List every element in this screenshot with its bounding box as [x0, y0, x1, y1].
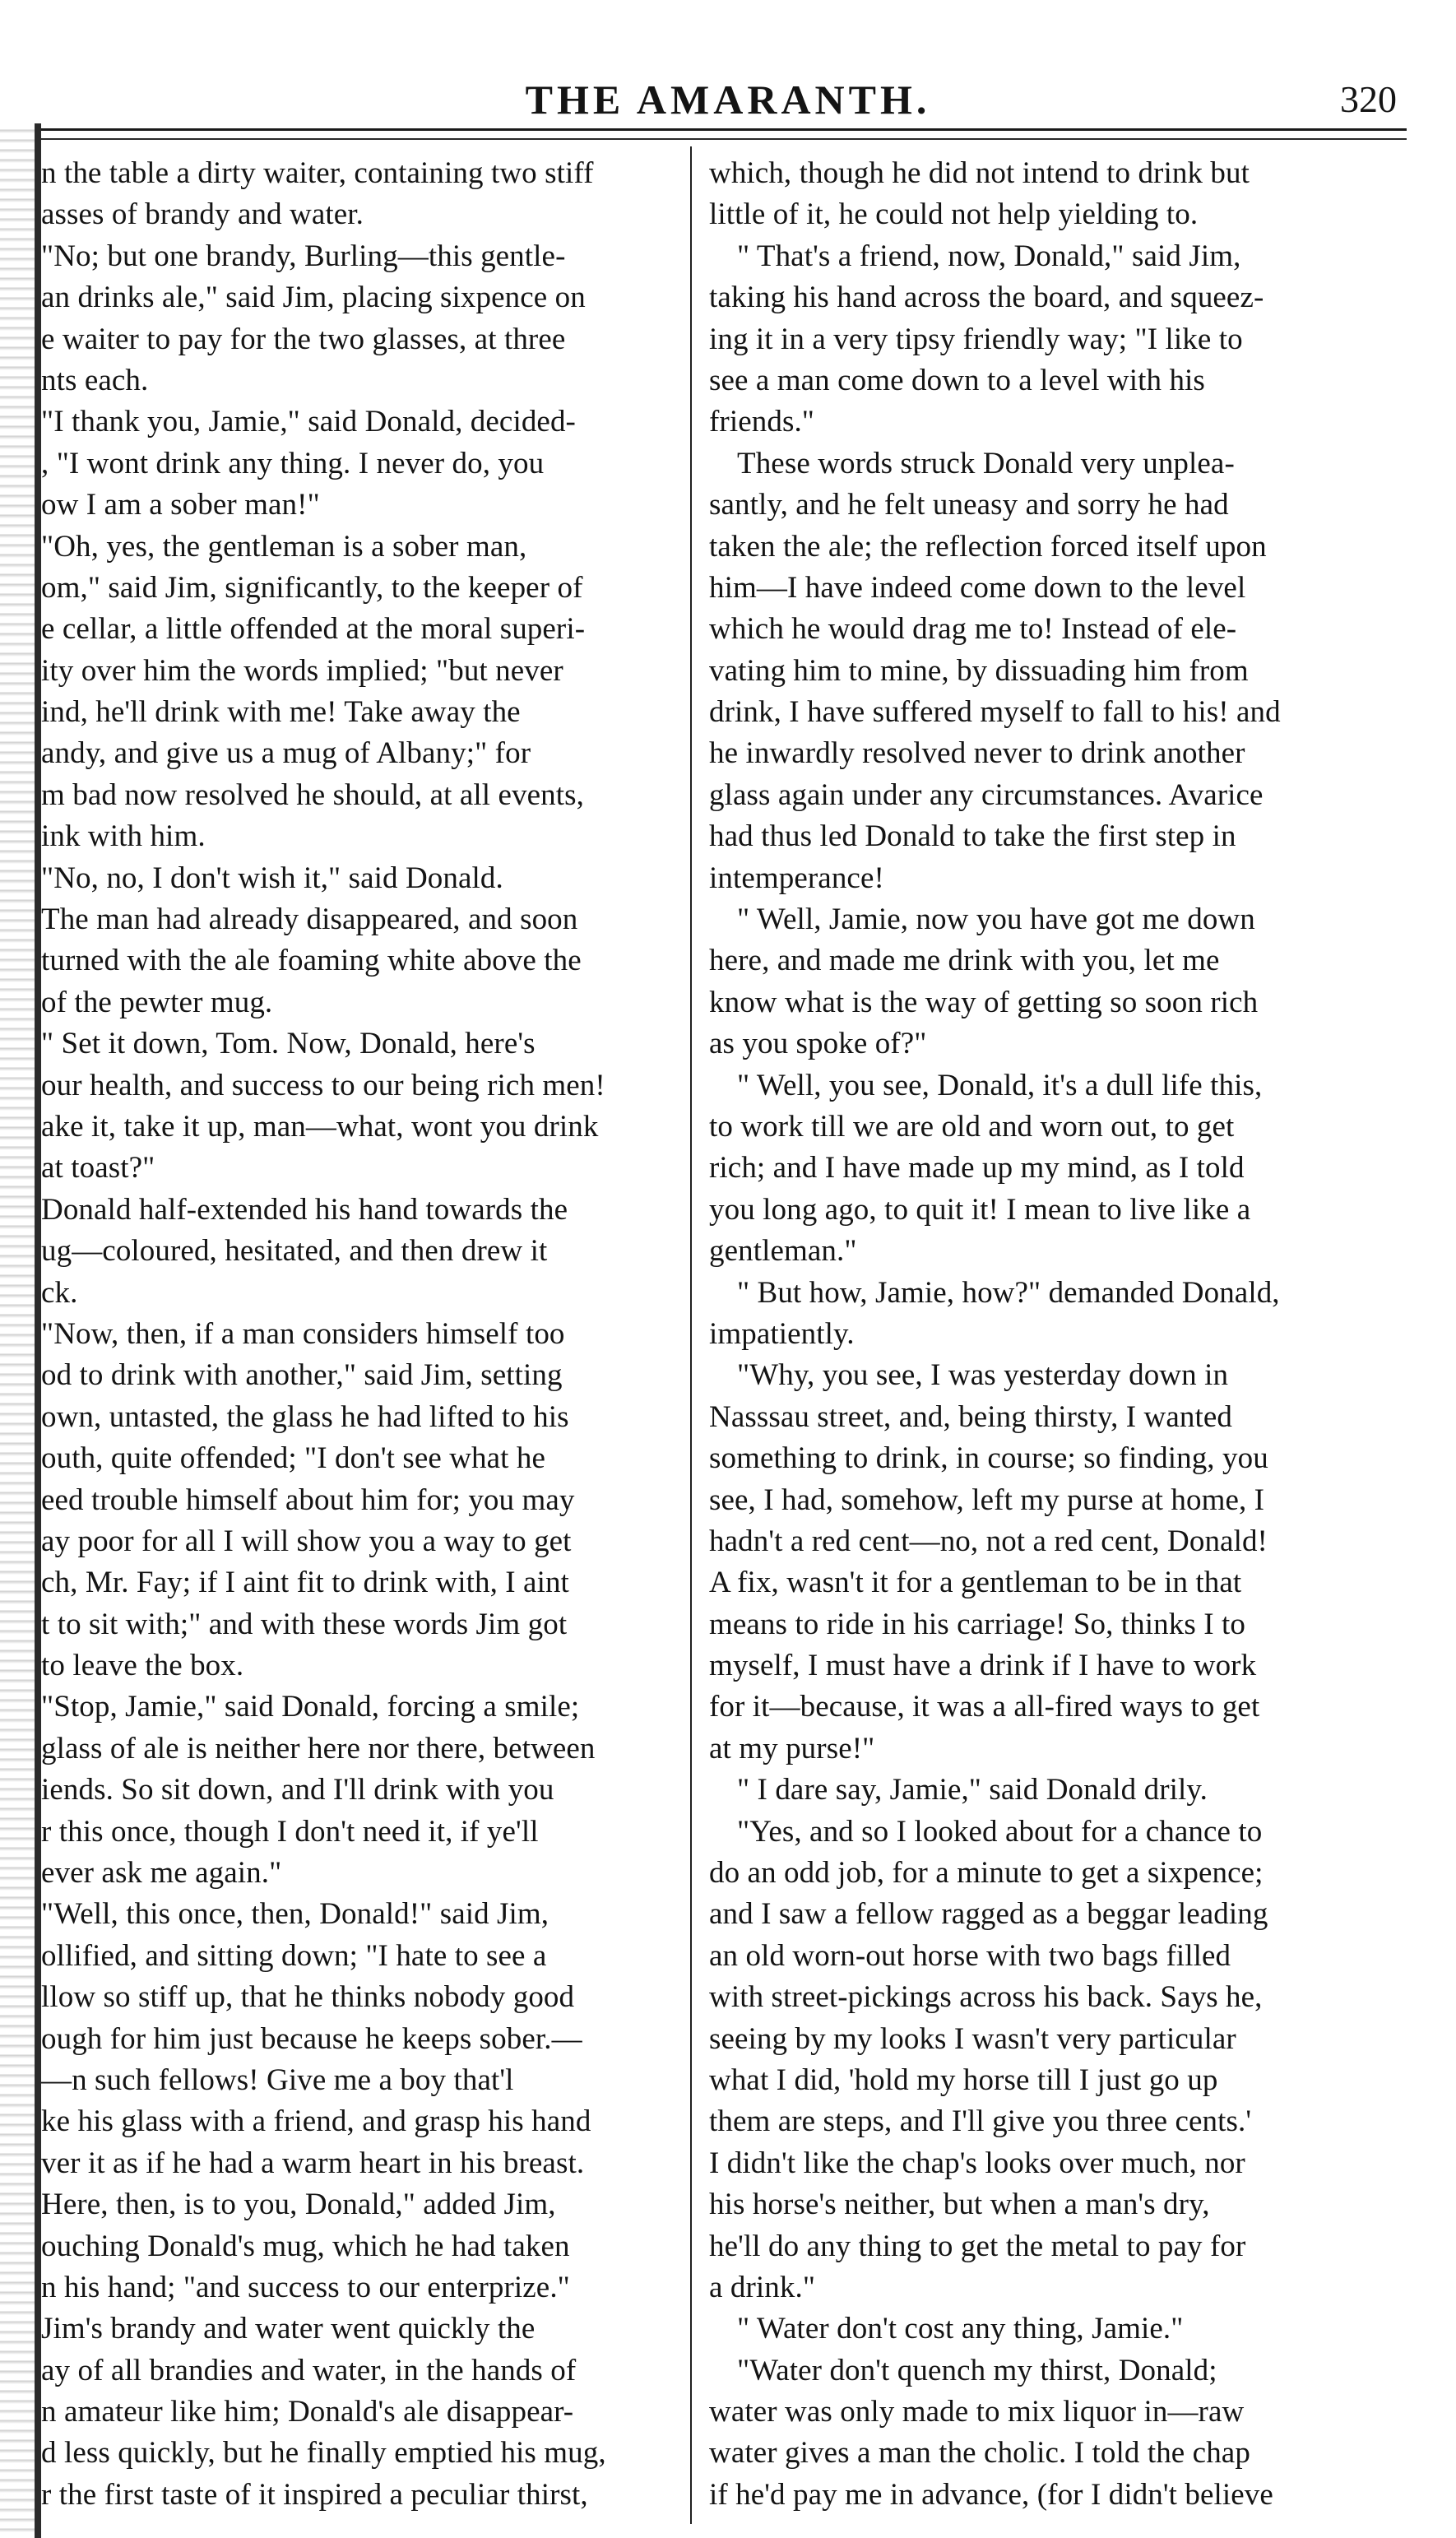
text-line: " Set it down, Tom. Now, Donald, here's: [41, 1027, 536, 1061]
text-line: "I thank you, Jamie," said Donald, decided-: [41, 405, 576, 439]
text-line: of the pewter mug.: [41, 985, 273, 1019]
text-line: od to drink with another," said Jim, setting: [41, 1358, 563, 1393]
text-line: he inwardly resolved never to drink another: [709, 736, 1245, 771]
text-line: The man had already disappeared, and soon: [41, 902, 578, 937]
header-rule-top: [41, 128, 1407, 131]
text-line: ollified, and sitting down; "I hate to see a: [41, 1938, 547, 1973]
text-line: at toast?": [41, 1151, 155, 1185]
text-line: " But how, Jamie, how?" demanded Donald,: [737, 1275, 1280, 1310]
text-line: ay of all brandies and water, in the hands of: [41, 2353, 577, 2387]
text-line: you long ago, to quit it! I mean to live like a: [709, 1192, 1251, 1227]
text-line: "Water don't quench my thirst, Donald;: [737, 2353, 1217, 2387]
text-line: something to drink, in course; so finding, you: [709, 1441, 1268, 1476]
text-line: ever ask me again.": [41, 1856, 282, 1891]
text-line: taking his hand across the board, and squeez-: [709, 281, 1264, 315]
text-line: water was only made to mix liquor in—raw: [709, 2395, 1245, 2429]
text-line: I didn't like the chap's looks over much, nor: [709, 2146, 1245, 2180]
text-line: vating him to mine, by dissuading him from: [709, 653, 1249, 688]
text-line: him—I have indeed come down to the level: [709, 570, 1246, 605]
text-line: impatiently.: [709, 1316, 855, 1351]
column-divider: [690, 146, 692, 2524]
text-line: " Well, you see, Donald, it's a dull life this,: [737, 1068, 1263, 1102]
text-line: gentleman.": [709, 1234, 857, 1269]
text-line: santly, and he felt uneasy and sorry he had: [709, 488, 1229, 522]
text-line: Here, then, is to you, Donald," added Jim,: [41, 2188, 556, 2222]
text-line: Nasssau street, and, being thirsty, I wanted: [709, 1399, 1232, 1434]
text-line: hadn't a red cent—no, not a red cent, Donald!: [709, 1524, 1268, 1558]
text-line: our health, and success to our being rich men!: [41, 1068, 605, 1102]
text-line: his horse's neither, but when a man's dry,: [709, 2188, 1210, 2222]
text-line: glass again under any circumstances. Avarice: [709, 777, 1264, 812]
text-line: , "I wont drink any thing. I never do, you: [41, 446, 545, 480]
text-line: here, and made me drink with you, let me: [709, 944, 1220, 978]
text-line: seeing by my looks I wasn't very particular: [709, 2021, 1236, 2056]
text-line: with street-pickings across his back. Says he,: [709, 1980, 1263, 2015]
text-line: ake it, take it up, man—what, wont you drink: [41, 1109, 599, 1144]
text-line: A fix, wasn't it for a gentleman to be in that: [709, 1566, 1242, 1600]
text-line: n his hand; "and success to our enterprize.": [41, 2270, 570, 2304]
text-line: " Well, Jamie, now you have got me down: [737, 902, 1255, 937]
text-line: ay poor for all I will show you a way to get: [41, 1524, 572, 1558]
text-line: little of it, he could not help yielding to.: [709, 197, 1199, 232]
text-line: for it—because, it was a all-fired ways to get: [709, 1690, 1260, 1724]
text-line: ink with him.: [41, 819, 206, 854]
text-line: which, though he did not intend to drink but: [709, 156, 1250, 190]
text-line: ing it in a very tipsy friendly way; "I like to: [709, 322, 1243, 356]
text-line: he'll do any thing to get the metal to pay for: [709, 2229, 1246, 2263]
running-title: THE AMARANTH.: [525, 77, 931, 123]
text-line: r this once, though I don't need it, if ye'll: [41, 1814, 539, 1849]
text-line: ke his glass with a friend, and grasp his hand: [41, 2104, 591, 2139]
text-line: llow so stiff up, that he thinks nobody good: [41, 1980, 575, 2015]
binding-edge: [35, 123, 41, 2538]
text-line: iends. So sit down, and I'll drink with you: [41, 1773, 554, 1807]
text-line: "Now, then, if a man considers himself too: [41, 1316, 565, 1351]
text-line: to work till we are old and worn out, to get: [709, 1109, 1235, 1144]
text-line: if he'd pay me in advance, (for I didn't believe: [709, 2477, 1273, 2512]
text-line: "Stop, Jamie," said Donald, forcing a smile;: [41, 1690, 580, 1724]
text-line: drink, I have suffered myself to fall to his! and: [709, 695, 1281, 730]
right-column: [709, 153, 1385, 2531]
text-line: them are steps, and I'll give you three cents.': [709, 2104, 1252, 2139]
text-line: own, untasted, the glass he had lifted to his: [41, 1399, 569, 1434]
text-line: see, I had, somehow, left my purse at home, I: [709, 1482, 1265, 1517]
text-line: outh, quite offended; "I don't see what he: [41, 1441, 546, 1476]
text-line: asses of brandy and water.: [41, 197, 364, 232]
text-line: ind, he'll drink with me! Take away the: [41, 695, 521, 730]
text-line: " Water don't cost any thing, Jamie.": [737, 2312, 1184, 2346]
text-line: "No; but one brandy, Burling—this gentle-: [41, 239, 566, 273]
text-line: an old worn-out horse with two bags filled: [709, 1938, 1231, 1973]
text-line: andy, and give us a mug of Albany;" for: [41, 736, 531, 771]
text-line: "Well, this once, then, Donald!" said Jim,: [41, 1897, 549, 1932]
text-line: water gives a man the cholic. I told the chap: [709, 2436, 1250, 2471]
text-line: at my purse!": [709, 1731, 875, 1765]
text-line: means to ride in his carriage! So, thinks I to: [709, 1607, 1245, 1641]
text-line: and I saw a fellow ragged as a beggar leading: [709, 1897, 1268, 1932]
text-line: a drink.": [709, 2270, 816, 2304]
text-line: an drinks ale," said Jim, placing sixpence on: [41, 281, 586, 315]
text-line: n the table a dirty waiter, containing two stiff: [41, 156, 594, 190]
text-line: eed trouble himself about him for; you may: [41, 1482, 575, 1517]
text-line: ouching Donald's mug, which he had taken: [41, 2229, 570, 2263]
text-line: e cellar, a little offended at the moral superi-: [41, 612, 586, 647]
text-line: taken the ale; the reflection forced itself upon: [709, 529, 1267, 564]
left-column: [41, 153, 666, 2531]
text-line: see a man come down to a level with his: [709, 363, 1205, 397]
text-line: " I dare say, Jamie," said Donald drily.: [737, 1773, 1208, 1807]
text-line: —n such fellows! Give me a boy that'l: [41, 2062, 514, 2097]
text-line: Jim's brandy and water went quickly the: [41, 2312, 536, 2346]
text-line: which he would drag me to! Instead of ele-: [709, 612, 1237, 647]
text-line: "Yes, and so I looked about for a chance to: [737, 1814, 1263, 1849]
text-line: Donald half-extended his hand towards the: [41, 1192, 568, 1227]
text-line: m bad now resolved he should, at all events,: [41, 777, 584, 812]
text-line: r the first taste of it inspired a peculiar thirst,: [41, 2477, 588, 2512]
text-line: d less quickly, but he finally emptied his mug,: [41, 2436, 606, 2471]
text-line: e waiter to pay for the two glasses, at three: [41, 322, 566, 356]
text-line: had thus led Donald to take the first step in: [709, 819, 1236, 854]
text-line: n amateur like him; Donald's ale disappear-: [41, 2395, 574, 2429]
text-line: ough for him just because he keeps sober.—: [41, 2021, 582, 2056]
text-line: "Oh, yes, the gentleman is a sober man,: [41, 529, 527, 564]
text-line: "No, no, I don't wish it," said Donald.: [41, 861, 503, 895]
text-line: friends.": [709, 405, 814, 439]
text-line: om," said Jim, significantly, to the keeper of: [41, 570, 583, 605]
text-line: " That's a friend, now, Donald," said Jim,: [737, 239, 1241, 273]
text-line: myself, I must have a drink if I have to work: [709, 1649, 1257, 1683]
text-line: turned with the ale foaming white above the: [41, 944, 582, 978]
text-line: "Why, you see, I was yesterday down in: [737, 1358, 1229, 1393]
text-line: what I did, 'hold my horse till I just go up: [709, 2062, 1218, 2097]
text-line: as you spoke of?": [709, 1027, 927, 1061]
text-line: to leave the box.: [41, 1649, 244, 1683]
text-line: know what is the way of getting so soon rich: [709, 985, 1259, 1019]
page-number: 320: [1340, 78, 1397, 120]
text-line: ow I am a sober man!": [41, 488, 320, 522]
text-line: nts each.: [41, 363, 149, 397]
text-line: ch, Mr. Fay; if I aint fit to drink with, I aint: [41, 1566, 569, 1600]
text-line: glass of ale is neither here nor there, between: [41, 1731, 596, 1765]
text-line: ity over him the words implied; "but never: [41, 653, 563, 688]
text-line: t to sit with;" and with these words Jim got: [41, 1607, 568, 1641]
text-line: ug—coloured, hesitated, and then drew it: [41, 1234, 548, 1269]
header-rule-bottom: [41, 138, 1407, 140]
text-line: ver it as if he had a warm heart in his breast.: [41, 2146, 585, 2180]
text-line: rich; and I have made up my mind, as I told: [709, 1151, 1245, 1185]
text-line: ck.: [41, 1275, 78, 1310]
text-line: do an odd job, for a minute to get a sixpence;: [709, 1856, 1264, 1891]
text-line: intemperance!: [709, 861, 884, 895]
text-line: These words struck Donald very unplea-: [737, 446, 1235, 480]
